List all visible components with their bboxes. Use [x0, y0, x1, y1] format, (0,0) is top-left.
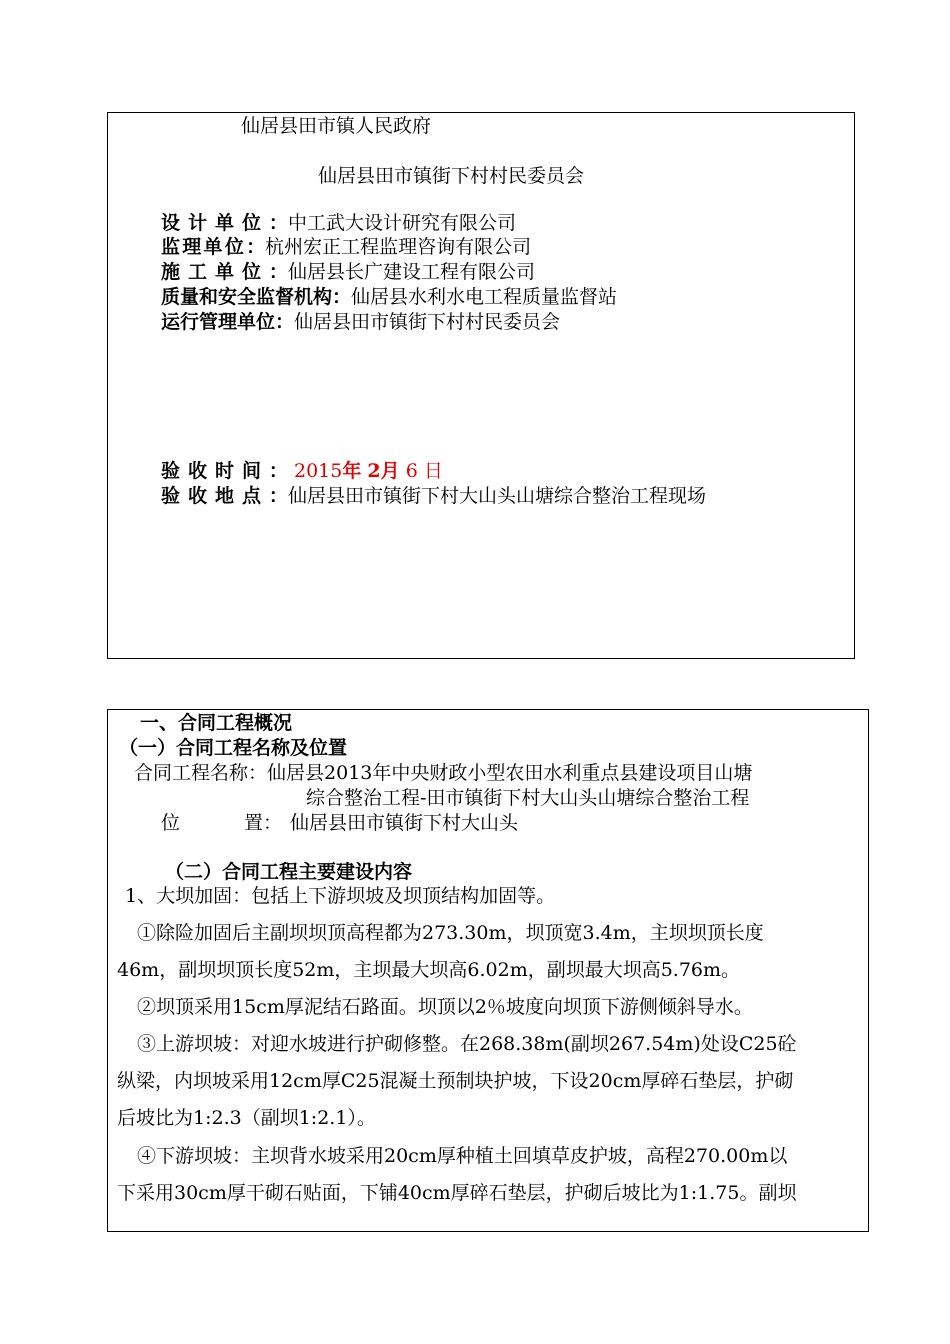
acceptance-day: 6: [405, 460, 418, 482]
contract-name-label: 合同工程名称：: [134, 762, 268, 784]
acceptance-month: 2: [367, 460, 381, 482]
operation-unit-row: 运行管理单位：仙居县田市镇街下村村民委员会: [161, 311, 561, 333]
contract-name-line2: 综合整治工程-田市镇街下村大山头山塘综合整治工程: [306, 787, 750, 809]
construction-unit-value: 仙居县长广建设工程有限公司: [287, 261, 535, 283]
location-label-a: 位: [161, 812, 181, 834]
para4-line2: 下采用30cm厚干砌石贴面，下铺40cm厚碎石垫层，护砌后坡比为1:1.75。副坝: [117, 1182, 797, 1204]
para3-line1: ③上游坝坡：对迎水坡进行护砌修整。在268.38m(副坝267.54m)处设C25砼: [137, 1033, 797, 1055]
construction-unit-row: 施工单位：仙居县长广建设工程有限公司: [161, 261, 535, 283]
location-row: [161, 811, 518, 835]
subsection-name-location: （一）合同工程名称及位置: [119, 737, 348, 759]
subsection-main-content: （二）合同工程主要建设内容: [165, 861, 413, 883]
acceptance-place-value: 仙居县田市镇街下村大山头山塘综合整治工程现场: [287, 485, 706, 507]
design-unit-row: 设计单位：中工武大设计研究有限公司: [161, 212, 516, 234]
contract-name-line1: 仙居县2013年中央财政小型农田水利重点县建设项目山塘: [267, 762, 753, 784]
para2-line1: ②坝顶采用15cm厚泥结石路面。坝顶以2％坡度向坝顶下游侧倾斜导水。: [137, 996, 753, 1018]
village-committee: 仙居县田市镇街下村村民委员会: [318, 165, 585, 187]
supervision-unit-row: 监理单位：杭州宏正工程监理咨询有限公司: [161, 236, 532, 258]
item-dam-reinforcement: 1、大坝加固：包括上下游坝坡及坝顶结构加固等。: [125, 885, 556, 907]
acceptance-month-unit: 月: [380, 460, 400, 482]
operation-unit-value: 仙居县田市镇街下村村民委员会: [294, 311, 561, 333]
quality-agency-value: 仙居县水利水电工程质量监督站: [351, 286, 618, 308]
supervision-unit-value: 杭州宏正工程监理咨询有限公司: [265, 236, 532, 258]
supervision-unit-label: 监理单位: [161, 236, 247, 258]
section-heading: 一、合同工程概况: [140, 712, 293, 734]
acceptance-year-unit: 年: [342, 460, 362, 482]
para3-line3: 后坡比为1:2.3（副坝1:2.1）。: [117, 1107, 376, 1129]
cover-panel: [107, 112, 855, 659]
contract-name-row: [134, 761, 752, 785]
quality-agency-label: 质量和安全监督机构: [161, 286, 333, 308]
para4-line1: ④下游坝坡：主坝背水坡采用20cm厚种植土回填草皮护坡，高程270.00m以: [137, 1145, 788, 1167]
acceptance-time-row: 验收时间： 2015年 2月 6 日: [161, 460, 443, 482]
para1-line1: ①除险加固后主副坝坝顶高程都为273.30m，坝顶宽3.4m，主坝坝顶长度: [137, 922, 764, 944]
owner-org: 仙居县田市镇人民政府: [241, 115, 432, 137]
para1-line2: 46m，副坝坝顶长度52m，主坝最大坝高6.02m，副坝最大坝高5.76m。: [117, 959, 741, 981]
acceptance-year: 2015: [293, 460, 343, 482]
acceptance-place-label: 验收地点: [161, 485, 269, 507]
location-label-b: 置：: [244, 812, 283, 834]
operation-unit-label: 运行管理单位: [161, 311, 276, 333]
design-unit-label: 设计单位: [161, 212, 269, 234]
acceptance-day-unit: 日: [423, 460, 443, 482]
location-value: 仙居县田市镇街下村大山头: [290, 812, 519, 834]
construction-unit-label: 施工单位: [161, 261, 269, 283]
acceptance-place-row: 验收地点：仙居县田市镇街下村大山头山塘综合整治工程现场: [161, 485, 706, 507]
para3-line2: 纵梁，内坝坡采用12cm厚C25混凝土预制块护坡，下设20cm厚碎石垫层，护砌: [117, 1070, 794, 1092]
design-unit-value: 中工武大设计研究有限公司: [287, 212, 516, 234]
quality-agency-row: 质量和安全监督机构：仙居县水利水电工程质量监督站: [161, 286, 618, 308]
acceptance-time-label: 验收时间: [161, 460, 269, 482]
